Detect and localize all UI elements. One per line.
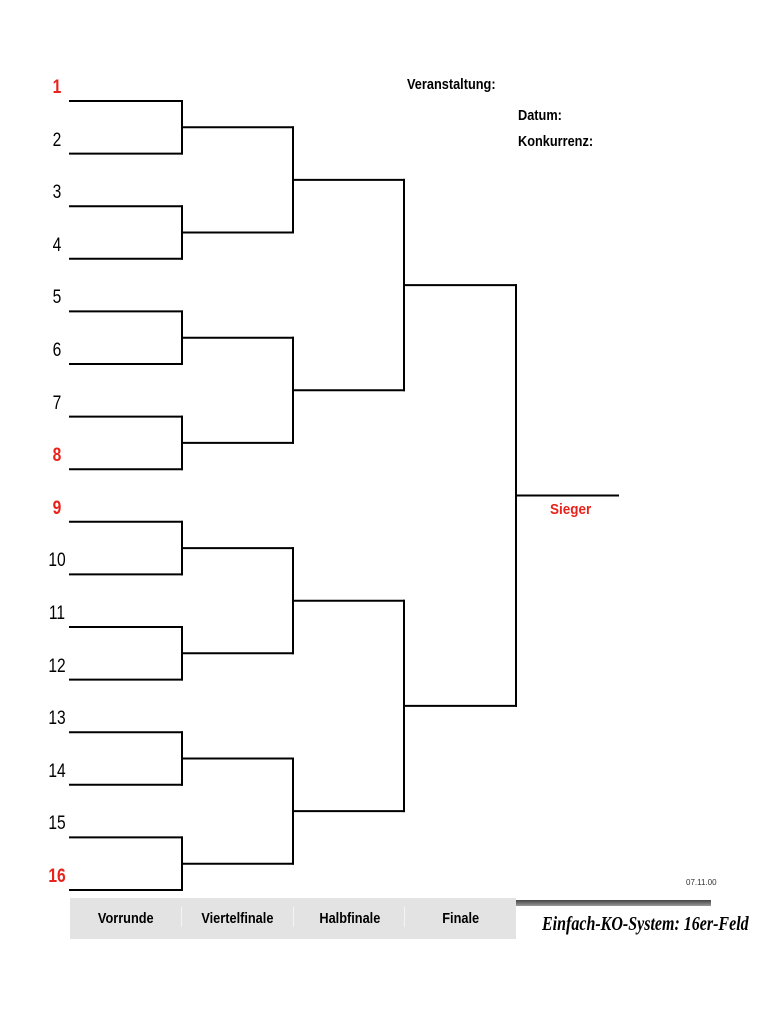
seed-number: 9 xyxy=(52,497,62,519)
system-title: Einfach-KO-System: 16er-Feld xyxy=(542,913,749,935)
round-label-quarterfinal: Viertelfinale xyxy=(201,910,274,927)
seed-number: 7 xyxy=(52,392,62,414)
competition-label: Konkurrenz: xyxy=(518,133,594,150)
seed-number: 13 xyxy=(48,708,66,730)
round-label-preliminary: Vorrunde xyxy=(97,910,154,927)
seed-number: 4 xyxy=(52,234,62,256)
seed-number: 3 xyxy=(52,182,62,204)
seed-number: 2 xyxy=(52,129,62,151)
winner-label: Sieger xyxy=(550,501,592,518)
seed-number: 8 xyxy=(52,445,62,467)
seed-number: 10 xyxy=(48,550,66,572)
event-label: Veranstaltung: xyxy=(407,76,496,93)
seed-number: 16 xyxy=(48,866,66,887)
round-labels-bar xyxy=(70,898,516,939)
seed-number: 11 xyxy=(48,603,66,624)
version-date: 07.11.00 xyxy=(686,878,717,887)
seed-number: 14 xyxy=(48,760,66,782)
seed-number: 5 xyxy=(52,287,62,309)
round-label-final: Finale xyxy=(442,910,479,927)
seed-number: 12 xyxy=(48,655,66,677)
date-label: Datum: xyxy=(518,107,562,124)
seed-number: 1 xyxy=(52,77,62,98)
round-label-semifinal: Halbfinale xyxy=(319,910,380,927)
title-rule xyxy=(516,900,711,906)
seed-number: 15 xyxy=(48,813,66,835)
seed-number: 6 xyxy=(52,340,62,361)
